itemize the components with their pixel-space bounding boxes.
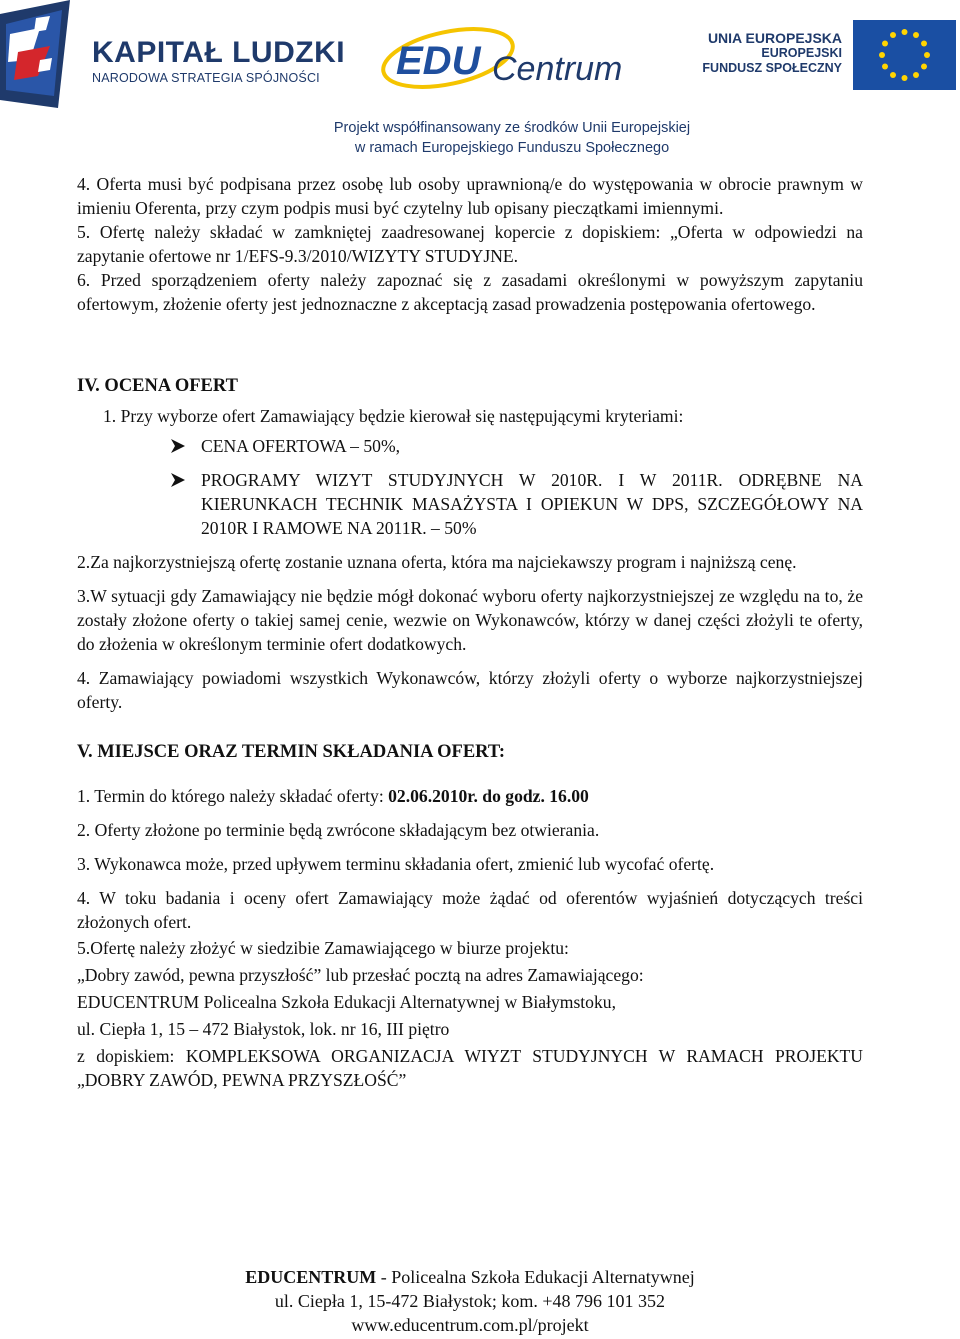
evaluation-paragraph-2: 2.Za najkorzystniejszą ofertę zostanie uznana oferta, która ma najciekawszy program i najniższą cenę.: [77, 552, 797, 572]
deadline-paragraph: [77, 784, 863, 808]
cofinancing-line-2: w ramach Europejskiego Funduszu Społecznego: [354, 140, 670, 156]
paragraph-item-5: 5. Ofertę należy składać w zamkniętej zaadresowanej kopercie z dopiskiem: „Oferta w odpowiedzi na zapytanie ofertowe nr 1/EFS-9.3/2010/WIZYTY STUDYJNE.: [77, 222, 863, 266]
educentrum-logo-icon: [378, 18, 648, 100]
submission-paragraph-2: 2. Oferty złożone po terminie będą zwrócone składającym bez otwierania.: [77, 820, 600, 840]
footer-website: www.educentrum.com.pl/projekt: [351, 1315, 589, 1335]
criteria-item-text: PROGRAMY WIZYT STUDYJNYCH W 2010R. I W 2011R. ODRĘBNE NA KIERUNKACH TECHNIK MASAŻYSTA I OPIEKUN W DPS, SZCZEGÓŁOWY NA 2010R I RAMOWE NA 2011R. – 50%: [201, 470, 863, 538]
arrow-bullet-icon: [169, 434, 187, 458]
paragraph-item-4: 4. Oferta musi być podpisana przez osobę lub osoby uprawnioną/e do występowania w obrocie prawnym w imieniu Oferenta, przy czym podpis musi być czytelny lub opisany pieczątkami imiennymi.: [77, 174, 863, 218]
footer-line-1: [120, 1265, 820, 1289]
footer-school: - Policealna Szkoła Edukacji Alternatywnej: [376, 1267, 695, 1287]
address-line-2: „Dobry zawód, pewna przyszłość” lub przesłać pocztą na adres Zamawiającego:: [77, 965, 644, 985]
paragraph-item-6: 6. Przed sporządzeniem oferty należy zapoznać się z zasadami określonymi w powyższym zapytaniu ofertowym, złożenie oferty jest jednoznaczne z akceptacją zasad prowadzenia postępowania ofertowego.: [77, 270, 863, 314]
kapital-ludzki-logo-icon: [0, 0, 70, 108]
svg-text:EDU: EDU: [396, 39, 481, 83]
footer-address: ul. Ciepła 1, 15-472 Białystok; kom. +48 796 101 352: [274, 1291, 666, 1311]
address-line-3: EDUCENTRUM Policealna Szkoła Edukacji Alternatywnej w Białymstoku,: [77, 992, 616, 1012]
criteria-item-text: CENA OFERTOWA – 50%,: [201, 436, 401, 456]
eu-label: [702, 30, 842, 76]
deadline-value: 02.06.2010r. do godz. 16.00: [388, 786, 589, 806]
eu-line-3: FUNDUSZ SPOŁECZNY: [702, 61, 842, 75]
submission-paragraph-3: 3. Wykonawca może, przed upływem terminu składania ofert, zmienić lub wycofać ofertę.: [77, 854, 715, 874]
kapital-ludzki-title: KAPITAŁ LUDZKI: [92, 36, 346, 69]
section-heading-miejsce-termin: V. MIEJSCE ORAZ TERMIN SKŁADANIA OFERT:: [77, 742, 506, 762]
footer-brand: EDUCENTRUM: [245, 1267, 377, 1287]
arrow-bullet-icon: [169, 468, 187, 492]
submission-paragraph-4: 4. W toku badania i oceny ofert Zamawiający może żądać od oferentów wyjaśnień dotyczących treści złożonych ofert.: [77, 888, 863, 932]
envelope-note: z dopiskiem: KOMPLEKSOWA ORGANIZACJA WIYZT STUDYJNYCH W RAMACH PROJEKTU „DOBRY ZAWÓD, PEWNA PRZYSZŁOŚĆ”: [77, 1046, 863, 1090]
educentrum-logo-text: Centrum: [492, 50, 623, 88]
address-line-1: 5.Ofertę należy złożyć w siedzibie Zamawiającego w biurze projektu:: [77, 938, 569, 958]
criteria-intro: 1. Przy wyborze ofert Zamawiający będzie kierował się następującymi kryteriami:: [103, 406, 684, 426]
criteria-item: [77, 434, 863, 458]
evaluation-paragraph-3: 3.W sytuacji gdy Zamawiający nie będzie mógł dokonać wyboru oferty najkorzystniejszej ze względu na to, że zostały złożone oferty o takiej samej cenie, wezwie on Wykonawców, którzy w danej części złożyli te oferty, do złożenia w określonym terminie ofert dodatkowych.: [77, 586, 863, 654]
eu-line-2: EUROPEJSKI: [761, 46, 842, 60]
eu-line-1: UNIA EUROPEJSKA: [707, 30, 842, 46]
eu-flag-icon: [853, 20, 956, 90]
criteria-item: [77, 468, 863, 540]
page-header: [0, 0, 960, 160]
cofinancing-note: [312, 118, 712, 158]
address-line-4: ul. Ciepła 1, 15 – 472 Białystok, lok. nr 16, III piętro: [77, 1019, 450, 1039]
document-body: [77, 172, 863, 1092]
kapital-ludzki-subtitle: NARODOWA STRATEGIA SPÓJNOŚCI: [92, 71, 320, 85]
evaluation-paragraph-4: 4. Zamawiający powiadomi wszystkich Wykonawców, którzy złożyli oferty o wyborze najkorzystniejszej oferty.: [77, 668, 863, 712]
section-heading-ocena-ofert: IV. OCENA OFERT: [77, 376, 238, 396]
criteria-list: [77, 434, 863, 540]
deadline-label: 1. Termin do którego należy składać oferty:: [77, 786, 389, 806]
kapital-ludzki-brand: [92, 38, 345, 85]
cofinancing-line-1: Projekt współfinansowany ze środków Unii Europejskiej: [333, 120, 691, 136]
page-footer: [120, 1265, 820, 1337]
